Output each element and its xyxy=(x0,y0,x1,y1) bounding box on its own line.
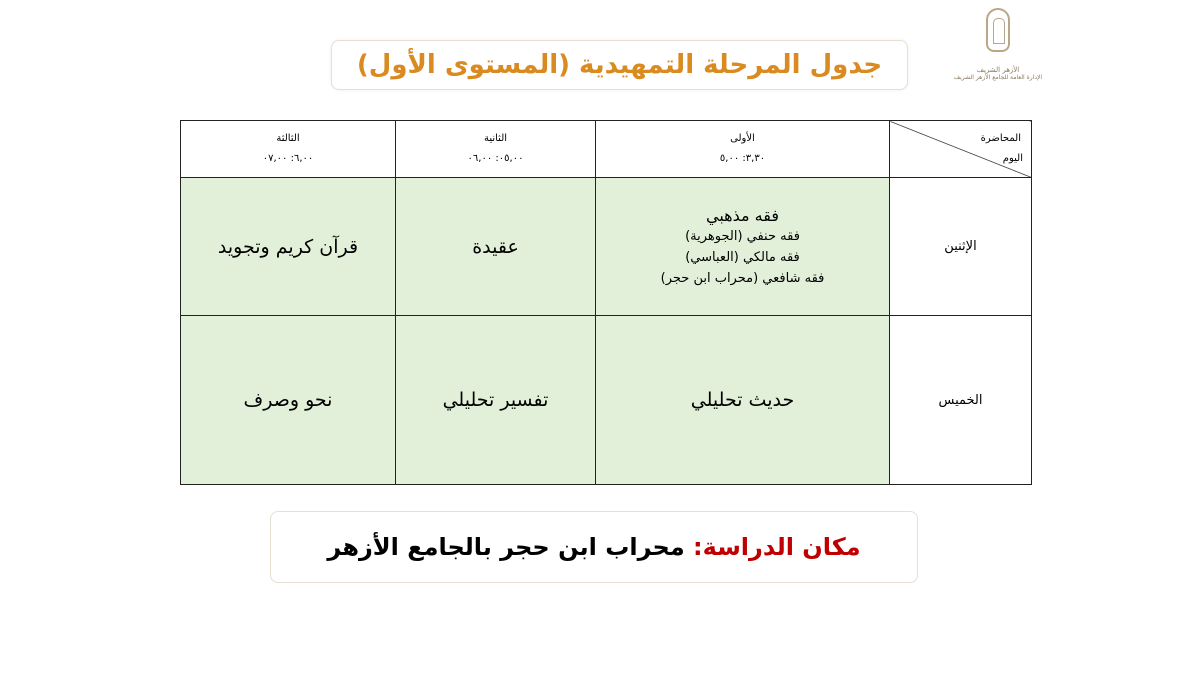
table-row xyxy=(181,178,1032,316)
session-title: فقه مذهبي xyxy=(706,205,779,225)
logo-line1: الأزهر الشريف xyxy=(976,66,1020,74)
session-cell: نحو وصرف xyxy=(181,316,396,485)
day-cell: الإثنين xyxy=(890,178,1032,316)
location-label: مكان الدراسة: xyxy=(693,533,861,561)
corner-day: اليوم xyxy=(1002,153,1023,164)
title-box xyxy=(331,40,908,90)
header-name: الثانية xyxy=(483,133,508,144)
azhar-emblem-icon xyxy=(986,8,1010,52)
header-1 xyxy=(596,121,890,178)
corner-lecture: المحاضرة xyxy=(980,133,1021,144)
header-3 xyxy=(181,121,396,178)
page-title: جدول المرحلة التمهيدية (المستوى الأول) xyxy=(356,50,883,80)
session-cell: حديث تحليلي xyxy=(596,316,890,485)
session-cell: تفسير تحليلي xyxy=(396,316,596,485)
session-cell xyxy=(596,178,890,316)
location-value: محراب ابن حجر بالجامع الأزهر xyxy=(327,533,685,561)
header-time: ٣,٣٠: ٥,٠٠ xyxy=(719,153,766,164)
session-line: فقه حنفي (الجوهرية) xyxy=(685,228,800,244)
session-line: فقه شافعي (محراب ابن حجر) xyxy=(660,270,825,286)
logo xyxy=(948,8,1048,81)
table-row xyxy=(181,316,1032,485)
header-name: الأولى xyxy=(730,133,755,144)
header-time: ٦,٠٠: ٠٧,٠٠ xyxy=(262,153,314,164)
logo-line2: الإدارة العامة للجامع الأزهر الشريف xyxy=(953,74,1043,81)
session-cell: عقيدة xyxy=(396,178,596,316)
corner-cell xyxy=(890,121,1032,178)
session-cell: قرآن كريم وتجويد xyxy=(181,178,396,316)
session-line: فقه مالكي (العباسي) xyxy=(685,249,800,265)
header-time: ٠٥,٠٠: ٠٦,٠٠ xyxy=(467,153,524,164)
study-location xyxy=(270,511,918,583)
header-2 xyxy=(396,121,596,178)
schedule-table xyxy=(180,120,1032,485)
day-cell: الخميس xyxy=(890,316,1032,485)
header-name: الثالثة xyxy=(276,133,300,144)
